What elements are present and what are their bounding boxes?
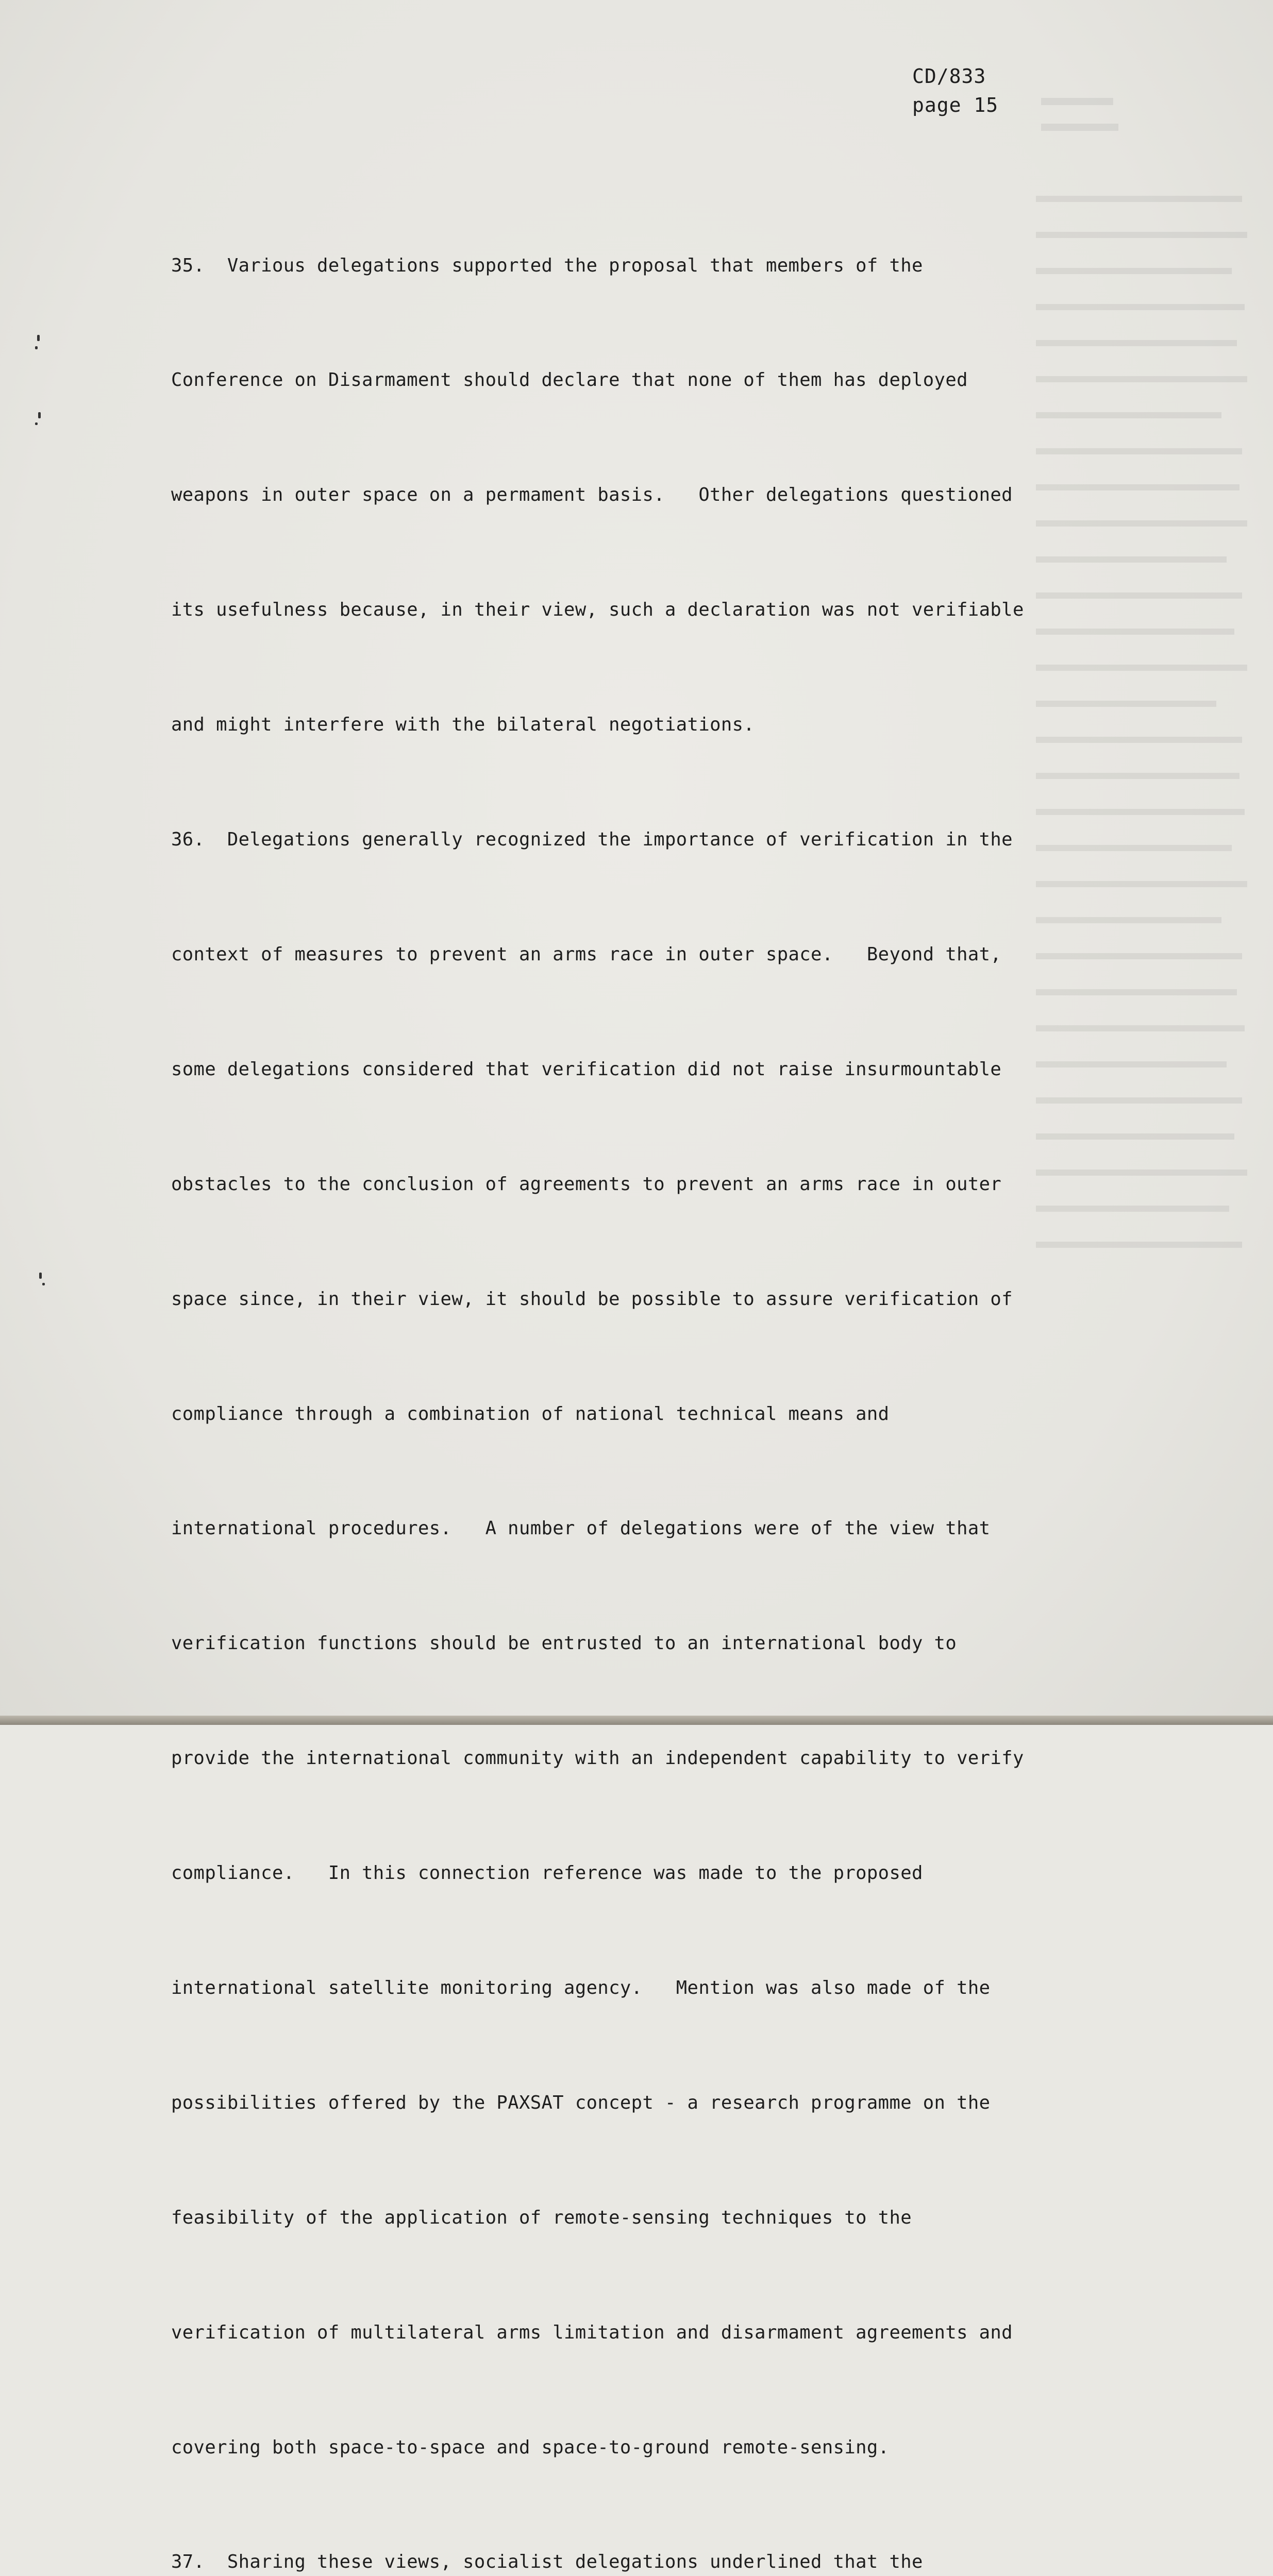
document-symbol: CD/833 xyxy=(912,65,986,88)
body-text xyxy=(171,170,1181,2576)
margin-speck xyxy=(37,335,40,341)
margin-speck xyxy=(42,1283,45,1285)
text-line: obstacles to the conclusion of agreements to prevent an arms race in outer xyxy=(171,1173,1002,1195)
text-line: verification functions should be entrusted to an international body to xyxy=(171,1633,957,1654)
text-line: 37. Sharing these views, socialist delegations underlined that the xyxy=(171,2551,923,2573)
text-line: possibilities offered by the PAXSAT concept - a research programme on the xyxy=(171,2092,991,2113)
margin-speck xyxy=(35,422,38,425)
page-number: page 15 xyxy=(912,94,999,116)
margin-speck xyxy=(35,346,38,349)
text-line: verification of multilateral arms limitation and disarmament agreements and xyxy=(171,2321,1013,2343)
text-line: and might interfere with the bilateral negotiations. xyxy=(171,714,755,736)
margin-speck xyxy=(39,1273,42,1279)
text-line: 36. Delegations generally recognized the importance of verification in the xyxy=(171,829,1013,851)
text-line: compliance. In this connection reference was made to the proposed xyxy=(171,1862,923,1884)
document-header xyxy=(912,62,998,120)
text-line: international procedures. A number of delegations were of the view that xyxy=(171,1518,991,1539)
text-line: feasibility of the application of remote-sensing techniques to the xyxy=(171,2207,912,2228)
text-line: Conference on Disarmament should declare that none of them has deployed xyxy=(171,369,968,391)
text-line: context of measures to prevent an arms race in outer space. Beyond that, xyxy=(171,943,1002,965)
text-line: space since, in their view, it should be possible to assure verification of xyxy=(171,1288,1013,1310)
margin-speck xyxy=(38,412,41,418)
text-line: weapons in outer space on a permament basis. Other delegations questioned xyxy=(171,484,1013,506)
text-line: some delegations considered that verification did not raise insurmountable xyxy=(171,1058,1002,1080)
text-line: compliance through a combination of national technical means and xyxy=(171,1403,890,1425)
text-line: international satellite monitoring agency. Mention was also made of the xyxy=(171,1977,991,1998)
text-line: 35. Various delegations supported the proposal that members of the xyxy=(171,255,923,276)
scan-edge xyxy=(0,1716,1273,1725)
text-line: provide the international community with an independent capability to verify xyxy=(171,1748,1024,1769)
text-line: its usefulness because, in their view, such a declaration was not verifiable xyxy=(171,599,1024,621)
text-line: covering both space-to-space and space-to-ground remote-sensing. xyxy=(171,2436,890,2458)
